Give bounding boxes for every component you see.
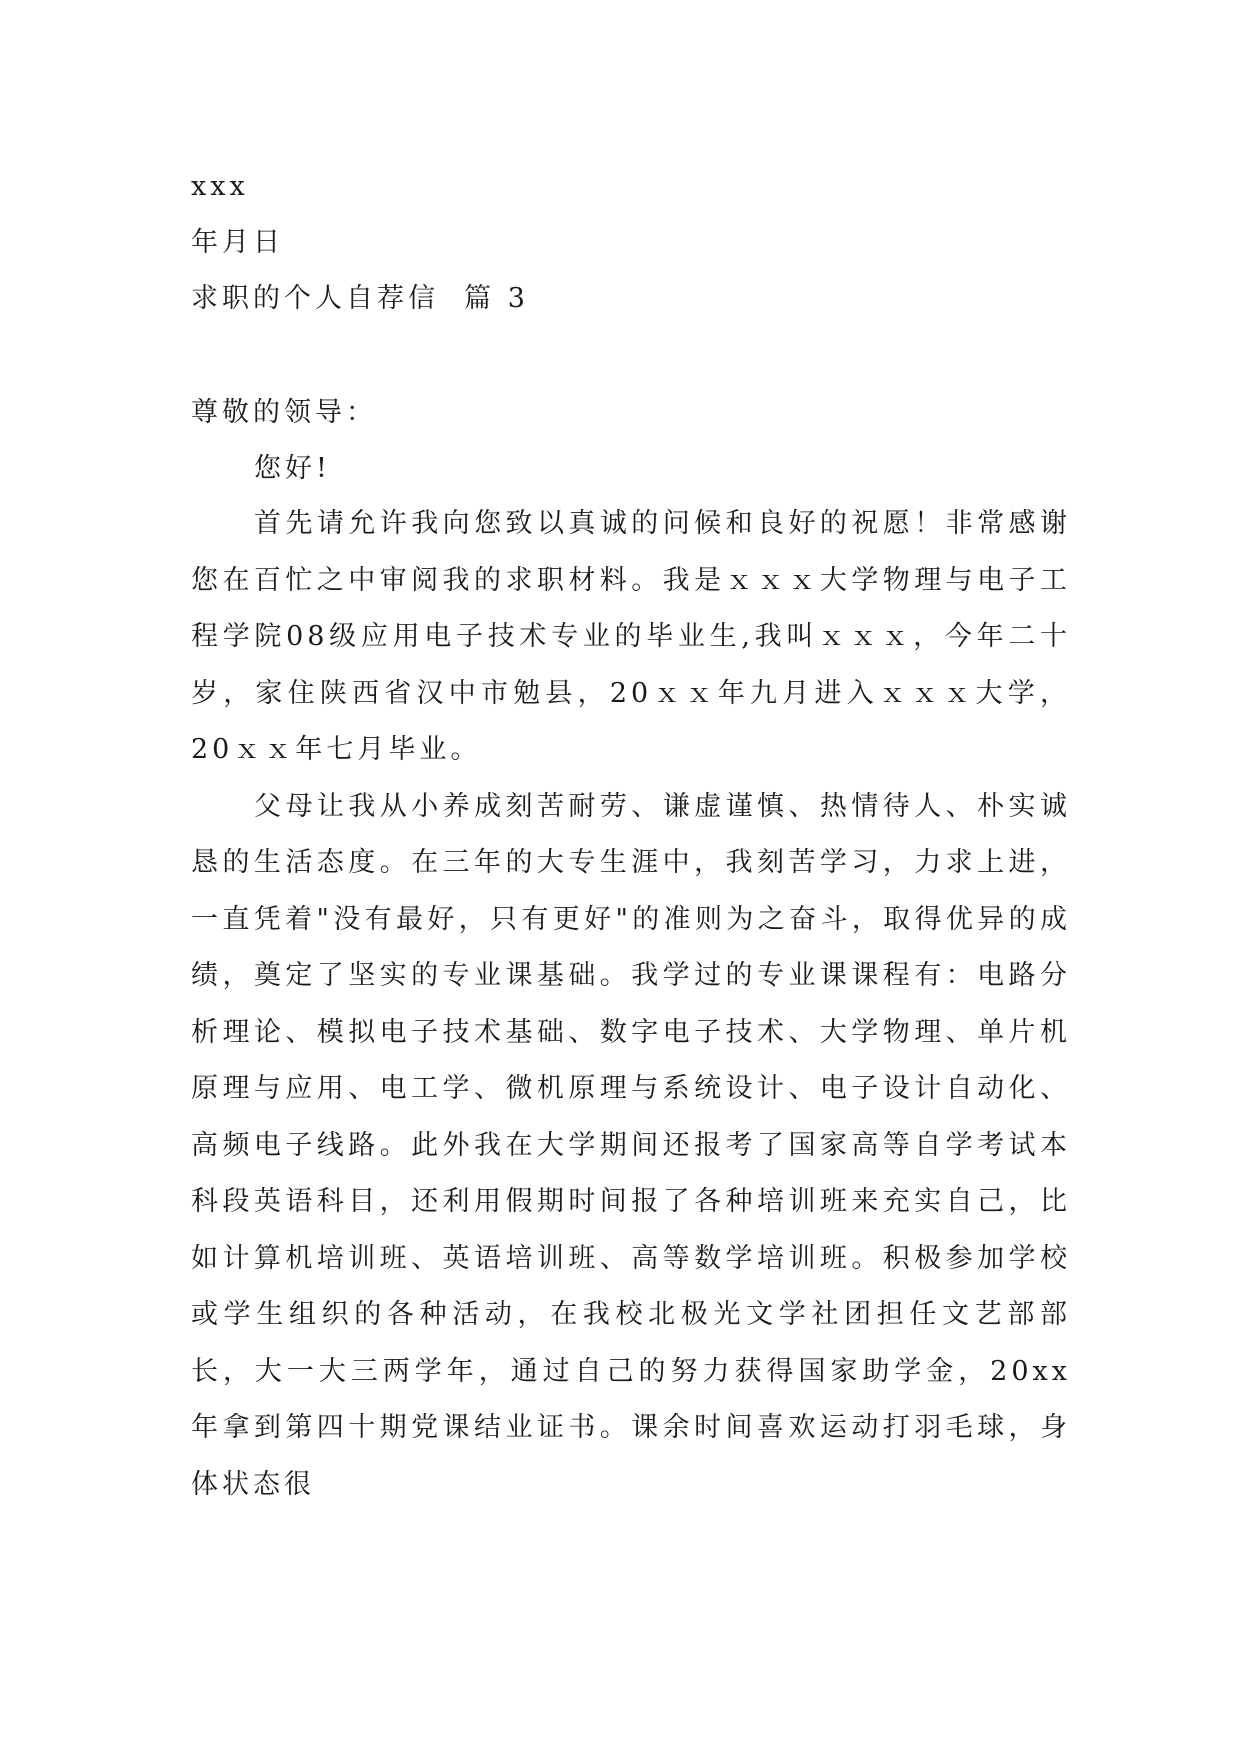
paragraph-background: 父母让我从小养成刻苦耐劳、谦虚谨慎、热情待人、朴实诚恳的生活态度。在三年的大专生涯中，我刻苦学习，力求上进，一直凭着"没有最好，只有更好"的准则为之奋斗，取得优异的成绩，奠定了坚实的专业课基础。我学过的专业课课程有：电路分析理论、模拟电子技术基础、数字电子技术、大学物理、单片机原理与应用、电工学、微机原理与系统设计、电子设计自动化、高频电子线路。此外我在大学期间还报考了国家高等自学考试本科段英语科目，还利用假期时间报了各种培训班来充实自己，比如计算机培训班、英语培训班、高等数学培训班。积极参加学校或学生组织的各种活动，在我校北极光文学社团担任文艺部部长，大一大三两学年，通过自己的努力获得国家助学金，20xx年拿到第四十期党课结业证书。课余时间喜欢运动打羽毛球，身体状态很 [191,790,1071,1500]
letter-body [191,496,1071,1513]
sender-name: xxx [191,171,249,202]
greeting: 您好! [254,453,331,484]
salutation: 尊敬的领导： [191,397,377,428]
letter-date: 年月日 [191,227,284,258]
section-title: 求职的个人自荐信 篇 3 [191,283,529,314]
paragraph-introduction: 首先请允许我向您致以真诚的问候和良好的祝愿！非常感谢您在百忙之中审阅我的求职材料。我是ｘｘｘ大学物理与电子工程学院08级应用电子技术专业的毕业生,我叫ｘｘｘ，今年二十岁，家住陕西省汉中市勉县，20ｘｘ年九月进入ｘｘｘ大学，20ｘｘ年七月毕业。 [191,508,1071,765]
